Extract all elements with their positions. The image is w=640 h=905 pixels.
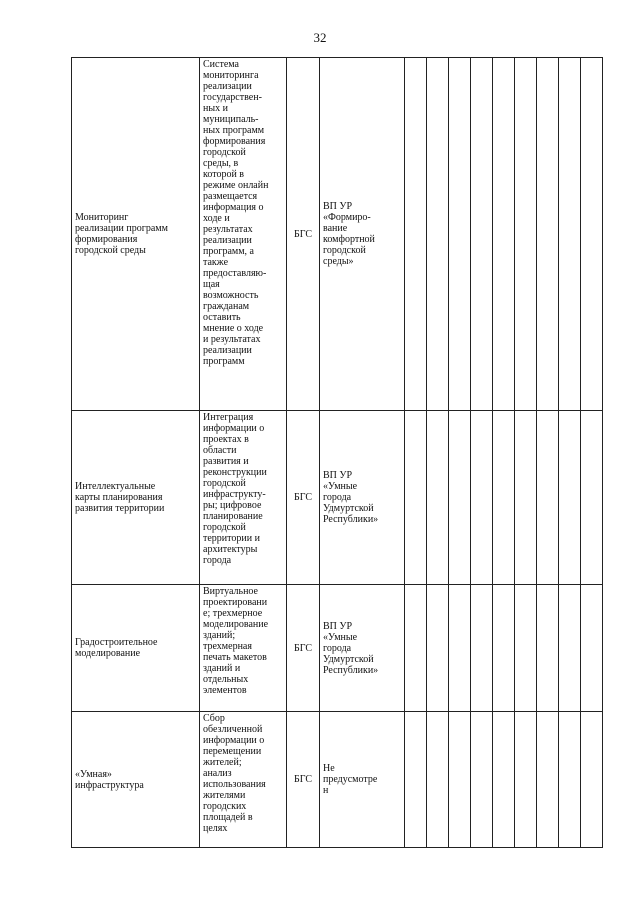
measure-name: Мониторинг реализации программ формирования городской среды bbox=[72, 58, 200, 411]
blank-cell bbox=[427, 712, 449, 848]
measures-table bbox=[71, 57, 603, 848]
blank-cell bbox=[493, 712, 515, 848]
blank-cell bbox=[515, 411, 537, 585]
table-row bbox=[72, 585, 603, 712]
program-name: ВП УР «Умные города Удмуртской Республики» bbox=[320, 585, 405, 712]
funding-source: БГС bbox=[287, 58, 320, 411]
funding-source: БГС bbox=[287, 411, 320, 585]
measure-description: Система мониторинга реализации государствен- ных и муниципаль- ных программ формирования городской среды, в которой в режиме онлайн размещается информация о ходе и результатах реализации программ, а также предоставляю- щая возможность гражданам оставить мнение о ходе и результатах реализации программ bbox=[200, 58, 287, 411]
blank-cell bbox=[515, 585, 537, 712]
program-name: ВП УР «Формиро- вание комфортной городской среды» bbox=[320, 58, 405, 411]
blank-cell bbox=[427, 58, 449, 411]
blank-cell bbox=[515, 712, 537, 848]
blank-cell bbox=[405, 712, 427, 848]
measure-description: Виртуальное проектировани е; трехмерное моделирование зданий; трехмерная печать макетов зданий и отдельных элементов bbox=[200, 585, 287, 712]
program-name: Не предусмотре н bbox=[320, 712, 405, 848]
blank-cell bbox=[537, 585, 559, 712]
blank-cell bbox=[515, 58, 537, 411]
blank-cell bbox=[537, 411, 559, 585]
blank-cell bbox=[559, 411, 581, 585]
table-row bbox=[72, 712, 603, 848]
blank-cell bbox=[559, 585, 581, 712]
measure-description: Сбор обезличенной информации о перемещении жителей; анализ использования жителями городских площадей в целях bbox=[200, 712, 287, 848]
blank-cell bbox=[471, 585, 493, 712]
blank-cell bbox=[405, 585, 427, 712]
blank-cell bbox=[449, 585, 471, 712]
blank-cell bbox=[427, 585, 449, 712]
blank-cell bbox=[493, 411, 515, 585]
blank-cell bbox=[537, 58, 559, 411]
table-row bbox=[72, 411, 603, 585]
blank-cell bbox=[581, 712, 603, 848]
measure-description: Интеграция информации о проектах в области развития и реконструкции городской инфраструкту- ры; цифровое планирование городской территории и архитектуры города bbox=[200, 411, 287, 585]
blank-cell bbox=[581, 58, 603, 411]
blank-cell bbox=[559, 712, 581, 848]
blank-cell bbox=[449, 411, 471, 585]
blank-cell bbox=[493, 58, 515, 411]
funding-source: БГС bbox=[287, 712, 320, 848]
blank-cell bbox=[493, 585, 515, 712]
blank-cell bbox=[581, 411, 603, 585]
blank-cell bbox=[427, 411, 449, 585]
blank-cell bbox=[581, 585, 603, 712]
blank-cell bbox=[537, 712, 559, 848]
measure-name: «Умная» инфраструктура bbox=[72, 712, 200, 848]
blank-cell bbox=[449, 58, 471, 411]
measure-name: Градостроительное моделирование bbox=[72, 585, 200, 712]
program-name: ВП УР «Умные города Удмуртской Республики» bbox=[320, 411, 405, 585]
funding-source: БГС bbox=[287, 585, 320, 712]
blank-cell bbox=[471, 411, 493, 585]
blank-cell bbox=[405, 58, 427, 411]
measure-name: Интеллектуальные карты планирования развития территории bbox=[72, 411, 200, 585]
blank-cell bbox=[405, 411, 427, 585]
table-row bbox=[72, 58, 603, 411]
blank-cell bbox=[559, 58, 581, 411]
blank-cell bbox=[471, 58, 493, 411]
blank-cell bbox=[471, 712, 493, 848]
page-number: 32 bbox=[313, 30, 327, 45]
blank-cell bbox=[449, 712, 471, 848]
